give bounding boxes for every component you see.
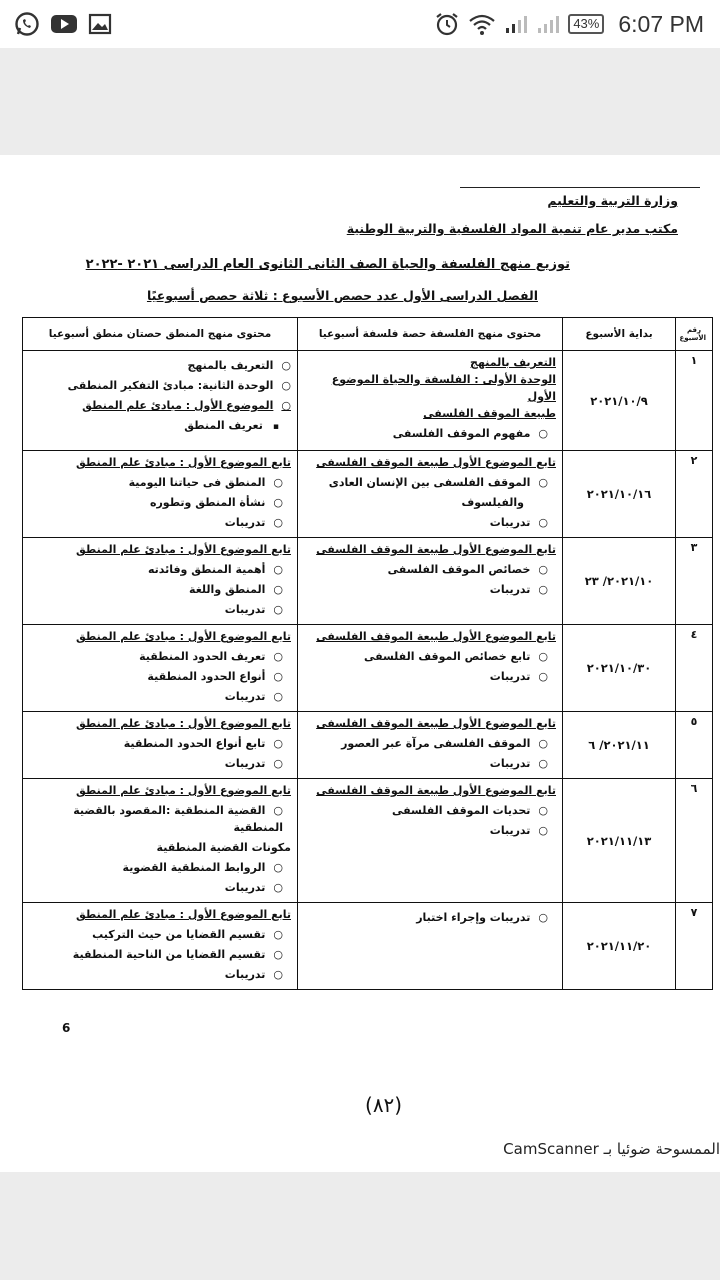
philosophy-title: تابع الموضوع الأول طبيعة الموقف الفلسفى	[316, 543, 556, 556]
logic-square-bullet: ▪ تعريف المنطق	[29, 417, 291, 436]
week-number: ٦	[676, 779, 713, 903]
table-header-row	[23, 318, 713, 351]
camscanner-watermark: الممسوحة ضوئيا بـ CamScanner	[503, 1140, 720, 1158]
philosophy-line: الوحدة الأولى : الفلسفة والحياة الموضوع الأول	[331, 373, 556, 403]
logic-bullet: ○ أهمية المنطق وفائدته	[29, 561, 283, 578]
logic-bullet: ○ الروابط المنطقية القضوية	[29, 859, 283, 876]
philosophy-bullet: ○ تدريبات وإجراء اختبار	[304, 909, 548, 926]
logic-bullet: ○ تقسيم القضايا من حيث التركيب	[29, 926, 283, 943]
table-row	[23, 903, 713, 990]
week-date: ٢٠٢١/١١/٢٠	[563, 903, 676, 990]
page-bottom-number: (٨٢)	[365, 1093, 403, 1117]
bottom-gray-band	[0, 1172, 720, 1280]
week-date: ٢٠٢١/١٠/ ٢٣	[563, 538, 676, 625]
document	[0, 155, 720, 1172]
week-date: ٢٠٢١/١١/ ٦	[563, 712, 676, 779]
philosophy-cell	[298, 451, 563, 538]
philosophy-bullet: ○ الموقف الفلسفى بين الإنسان العادى	[304, 474, 548, 491]
header-week-start: بداية الأسبوع	[563, 318, 676, 351]
youtube-icon	[50, 13, 78, 35]
status-bar	[0, 0, 720, 48]
status-left-icons	[14, 11, 112, 37]
logic-cell	[23, 538, 298, 625]
week-number: ٥	[676, 712, 713, 779]
philosophy-bullet: ○ خصائص الموقف الفلسفى	[304, 561, 548, 578]
ministry-heading: وزارة التربية والتعليم	[547, 193, 678, 208]
logic-title: تابع الموضوع الأول : مبادئ علم المنطق	[75, 784, 291, 797]
philosophy-cell	[298, 712, 563, 779]
philosophy-title: تابع الموضوع الأول طبيعة الموقف الفلسفى	[316, 784, 556, 797]
logic-cell	[23, 779, 298, 903]
logic-bullet: ○ القضية المنطقية :المقصود بالقضية المنطقية	[29, 802, 283, 836]
logic-bullet: ○ الوحدة الثانية: مبادئ التفكير المنطقى	[29, 377, 291, 394]
header-week-no: رقم الأسبوع	[676, 318, 713, 351]
logic-continuation: مكونات القضية المنطقية	[156, 841, 291, 854]
philosophy-title: تابع الموضوع الأول طبيعة الموقف الفلسفى	[316, 630, 556, 643]
wifi-icon	[468, 12, 496, 36]
whatsapp-icon	[14, 11, 40, 37]
week-number: ٢	[676, 451, 713, 538]
logic-bullet: ○ المنطق واللغة	[29, 581, 283, 598]
logic-title: تابع الموضوع الأول : مبادئ علم المنطق	[75, 908, 291, 921]
philosophy-bullet: ○ تدريبات	[304, 755, 548, 772]
table-row	[23, 451, 713, 538]
philosophy-title: تابع الموضوع الأول طبيعة الموقف الفلسفى	[316, 717, 556, 730]
image-icon	[88, 13, 112, 35]
week-number: ٤	[676, 625, 713, 712]
logic-cell	[23, 712, 298, 779]
logic-bullet: ○ تدريبات	[29, 879, 283, 896]
philosophy-cell	[298, 625, 563, 712]
header-logic: محتوى منهج المنطق حصتان منطق أسبوعيا	[23, 318, 298, 351]
philosophy-cell	[298, 351, 563, 451]
logic-bullet: ○ تدريبات	[29, 966, 283, 983]
logic-bullet: ○ التعريف بالمنهج	[29, 357, 291, 374]
logic-bullet: ○ تقسيم القضايا من الناحية المنطقية	[29, 946, 283, 963]
logic-bullet: ○ تابع أنواع الحدود المنطقية	[29, 735, 283, 752]
logic-cell	[23, 903, 298, 990]
philosophy-title: تابع الموضوع الأول طبيعة الموقف الفلسفى	[316, 456, 556, 469]
philosophy-bullet: ○ تدريبات	[304, 668, 548, 685]
status-right	[434, 11, 704, 38]
logic-cell	[23, 625, 298, 712]
logic-bullet: ○ أنواع الحدود المنطقية	[29, 668, 283, 685]
logic-bullet: ○ المنطق فى حياتنا اليومية	[29, 474, 283, 491]
philosophy-cell	[298, 538, 563, 625]
office-heading: مكتب مدير عام تنمية المواد الفلسفية والتربية الوطنية	[346, 221, 678, 236]
semester-heading: الفصل الدراسى الأول عدد حصص الأسبوع : ثلاثة حصص أسبوعيًا	[146, 288, 538, 303]
week-number: ٣	[676, 538, 713, 625]
week-date: ٢٠٢١/١٠/٩	[563, 351, 676, 451]
header-philosophy: محتوى منهج الفلسفة حصة فلسفة أسبوعيا	[298, 318, 563, 351]
philosophy-bullet: ○ تدريبات	[304, 822, 548, 839]
logic-title: تابع الموضوع الأول : مبادئ علم المنطق	[75, 630, 291, 643]
scanned-page	[0, 155, 720, 1172]
week-date: ٢٠٢١/١١/١٣	[563, 779, 676, 903]
logic-bullet: ○ تدريبات	[29, 601, 283, 618]
philosophy-bullet: ○ تحديات الموقف الفلسفى	[304, 802, 548, 819]
philosophy-continuation: والفيلسوف	[461, 496, 524, 509]
table-row	[23, 538, 713, 625]
document-title: توزيع منهج الفلسفة والحياة الصف الثانى الثانوى العام الدراسى ٢٠٢١ -٢٠٢٢	[85, 257, 570, 272]
week-date: ٢٠٢١/١٠/١٦	[563, 451, 676, 538]
signal-icon-2	[536, 13, 560, 35]
logic-title: تابع الموضوع الأول : مبادئ علم المنطق	[75, 717, 291, 730]
philosophy-line: طبيعة الموقف الفلسفى	[423, 407, 556, 420]
logic-bullet: ○ نشأة المنطق وتطوره	[29, 494, 283, 511]
top-rule	[460, 187, 700, 188]
alarm-icon	[434, 11, 460, 37]
week-number: ١	[676, 351, 713, 451]
philosophy-bullet: ○ الموقف الفلسفى مرآة عبر العصور	[304, 735, 548, 752]
logic-bullet: ○ تدريبات	[29, 514, 283, 531]
table-row	[23, 779, 713, 903]
table-row	[23, 625, 713, 712]
philosophy-bullet: ○ مفهوم الموقف الفلسفى	[304, 425, 548, 442]
top-gray-band	[0, 48, 720, 155]
table-row	[23, 712, 713, 779]
table-row	[23, 351, 713, 451]
battery-indicator: 43%	[568, 14, 604, 34]
philosophy-bullet: ○ تابع خصائص الموقف الفلسفى	[304, 648, 548, 665]
curriculum-table	[22, 317, 713, 990]
logic-title: تابع الموضوع الأول : مبادئ علم المنطق	[75, 456, 291, 469]
logic-bullet: ○ الموضوع الأول : مبادئ علم المنطق	[29, 397, 291, 414]
philosophy-cell	[298, 903, 563, 990]
logic-cell	[23, 451, 298, 538]
philosophy-line: التعريف بالمنهج	[470, 356, 556, 369]
logic-bullet: ○ تعريف الحدود المنطقية	[29, 648, 283, 665]
week-number: ٧	[676, 903, 713, 990]
logic-title: تابع الموضوع الأول : مبادئ علم المنطق	[75, 543, 291, 556]
philosophy-bullet: ○ تدريبات	[304, 581, 548, 598]
logic-bullet: ○ تدريبات	[29, 688, 283, 705]
philosophy-cell	[298, 779, 563, 903]
status-time: 6:07 PM	[618, 10, 704, 37]
signal-icon	[504, 13, 528, 35]
logic-cell	[23, 351, 298, 451]
logic-bullet: ○ تدريبات	[29, 755, 283, 772]
philosophy-bullet: ○ تدريبات	[304, 514, 548, 531]
week-date: ٢٠٢١/١٠/٣٠	[563, 625, 676, 712]
page-number: 6	[62, 1021, 71, 1035]
